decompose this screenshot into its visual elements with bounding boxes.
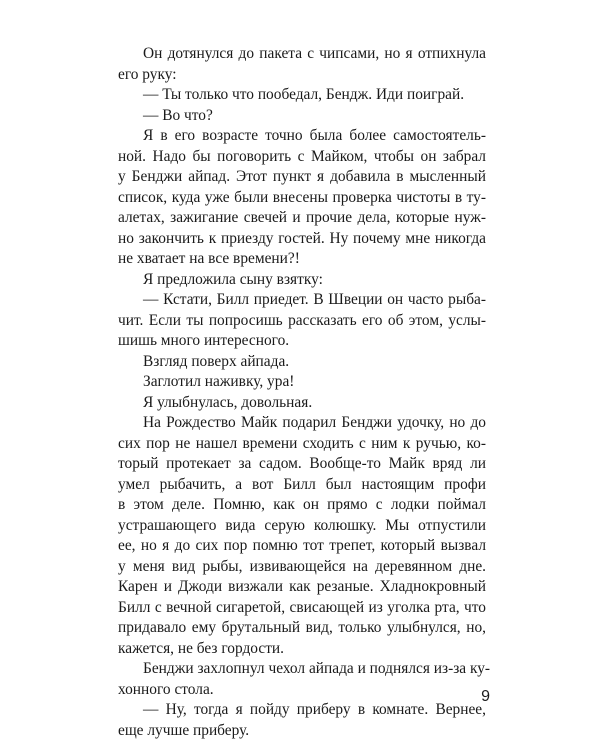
text-line: Я в его возрасте точно была более самостоятель- bbox=[143, 127, 486, 144]
text-line: в этом деле. Помню, как он прямо с лодки поймал bbox=[118, 496, 486, 513]
text-line: придавало ему брутальный вид, только улыбнулся, но, bbox=[118, 619, 486, 636]
text-line: — Ты только что пообедал, Бендж. Иди поиграй. bbox=[143, 86, 465, 103]
text-line: — Кстати, Билл приедет. В Швеции он часто рыба- bbox=[143, 291, 486, 308]
text-line: Он дотянулся до пакета с чипсами, но я отпихнула bbox=[143, 45, 486, 62]
text-line: чит. Если ты попросишь рассказать его об этом, услы- bbox=[118, 311, 486, 329]
text-line: Я улыбнулась, довольная. bbox=[143, 393, 313, 411]
text-line: Карен и Джоди визжали как резаные. Хладнокровный bbox=[118, 578, 486, 595]
text-line: — Во что? bbox=[143, 106, 213, 124]
text-line: его руку: bbox=[118, 65, 177, 83]
text-line: устрашающего вида серую колюшку. Мы отпустили bbox=[118, 516, 486, 534]
text-line: ее, но я до сих пор помню тот трепет, который вызвал bbox=[118, 537, 486, 554]
text-line: еще лучше приберу. bbox=[118, 721, 250, 739]
text-line: шишь много интересного. bbox=[118, 332, 290, 349]
text-line: но закончить к приезду гостей. Ну почему мне никогда bbox=[118, 229, 486, 247]
text-line: умел рыбачить, а вот Билл был настоящим профи bbox=[118, 475, 486, 493]
text-line: торый протекает за садом. Вообще-то Майк вряд ли bbox=[118, 455, 486, 472]
text-line: список, куда уже были внесены проверка чистоты в ту- bbox=[118, 188, 486, 206]
text-line: Заглотил наживку, ура! bbox=[143, 373, 295, 390]
page-body-text bbox=[118, 44, 491, 741]
text-line: Бенджи захлопнул чехол айпада и поднялся из-за ку- bbox=[143, 660, 491, 677]
text-line: у меня вид рыбы, извивающейся на деревянном дне. bbox=[118, 557, 486, 575]
text-line: не хватает на все времени?! bbox=[118, 250, 300, 267]
text-line: ной. Надо бы поговорить с Майком, чтобы он забрал bbox=[118, 147, 486, 165]
text-line: Билл с вечной сигаретой, свисающей из уголка рта, что bbox=[118, 598, 486, 616]
text-line: алетах, зажигание свечей и прочие дела, которые нуж- bbox=[118, 209, 486, 226]
text-line: хонного стола. bbox=[118, 680, 214, 698]
text-line: Я предложила сыну взятку: bbox=[143, 270, 323, 288]
text-line: сих пор не нашел времени сходить с ним к ручью, ко- bbox=[118, 434, 486, 452]
text-line: Взгляд поверх айпада. bbox=[143, 352, 290, 370]
text-line: — Ну, тогда я пойду приберу в комнате. Вернее, bbox=[143, 701, 486, 718]
page-number: 9 bbox=[481, 688, 490, 705]
text-line: у Бенджи айпад. Этот пункт я добавила в мысленный bbox=[118, 168, 486, 185]
text-line: кажется, не без гордости. bbox=[118, 639, 285, 657]
text-line: На Рождество Майк подарил Бенджи удочку, но до bbox=[143, 414, 486, 431]
